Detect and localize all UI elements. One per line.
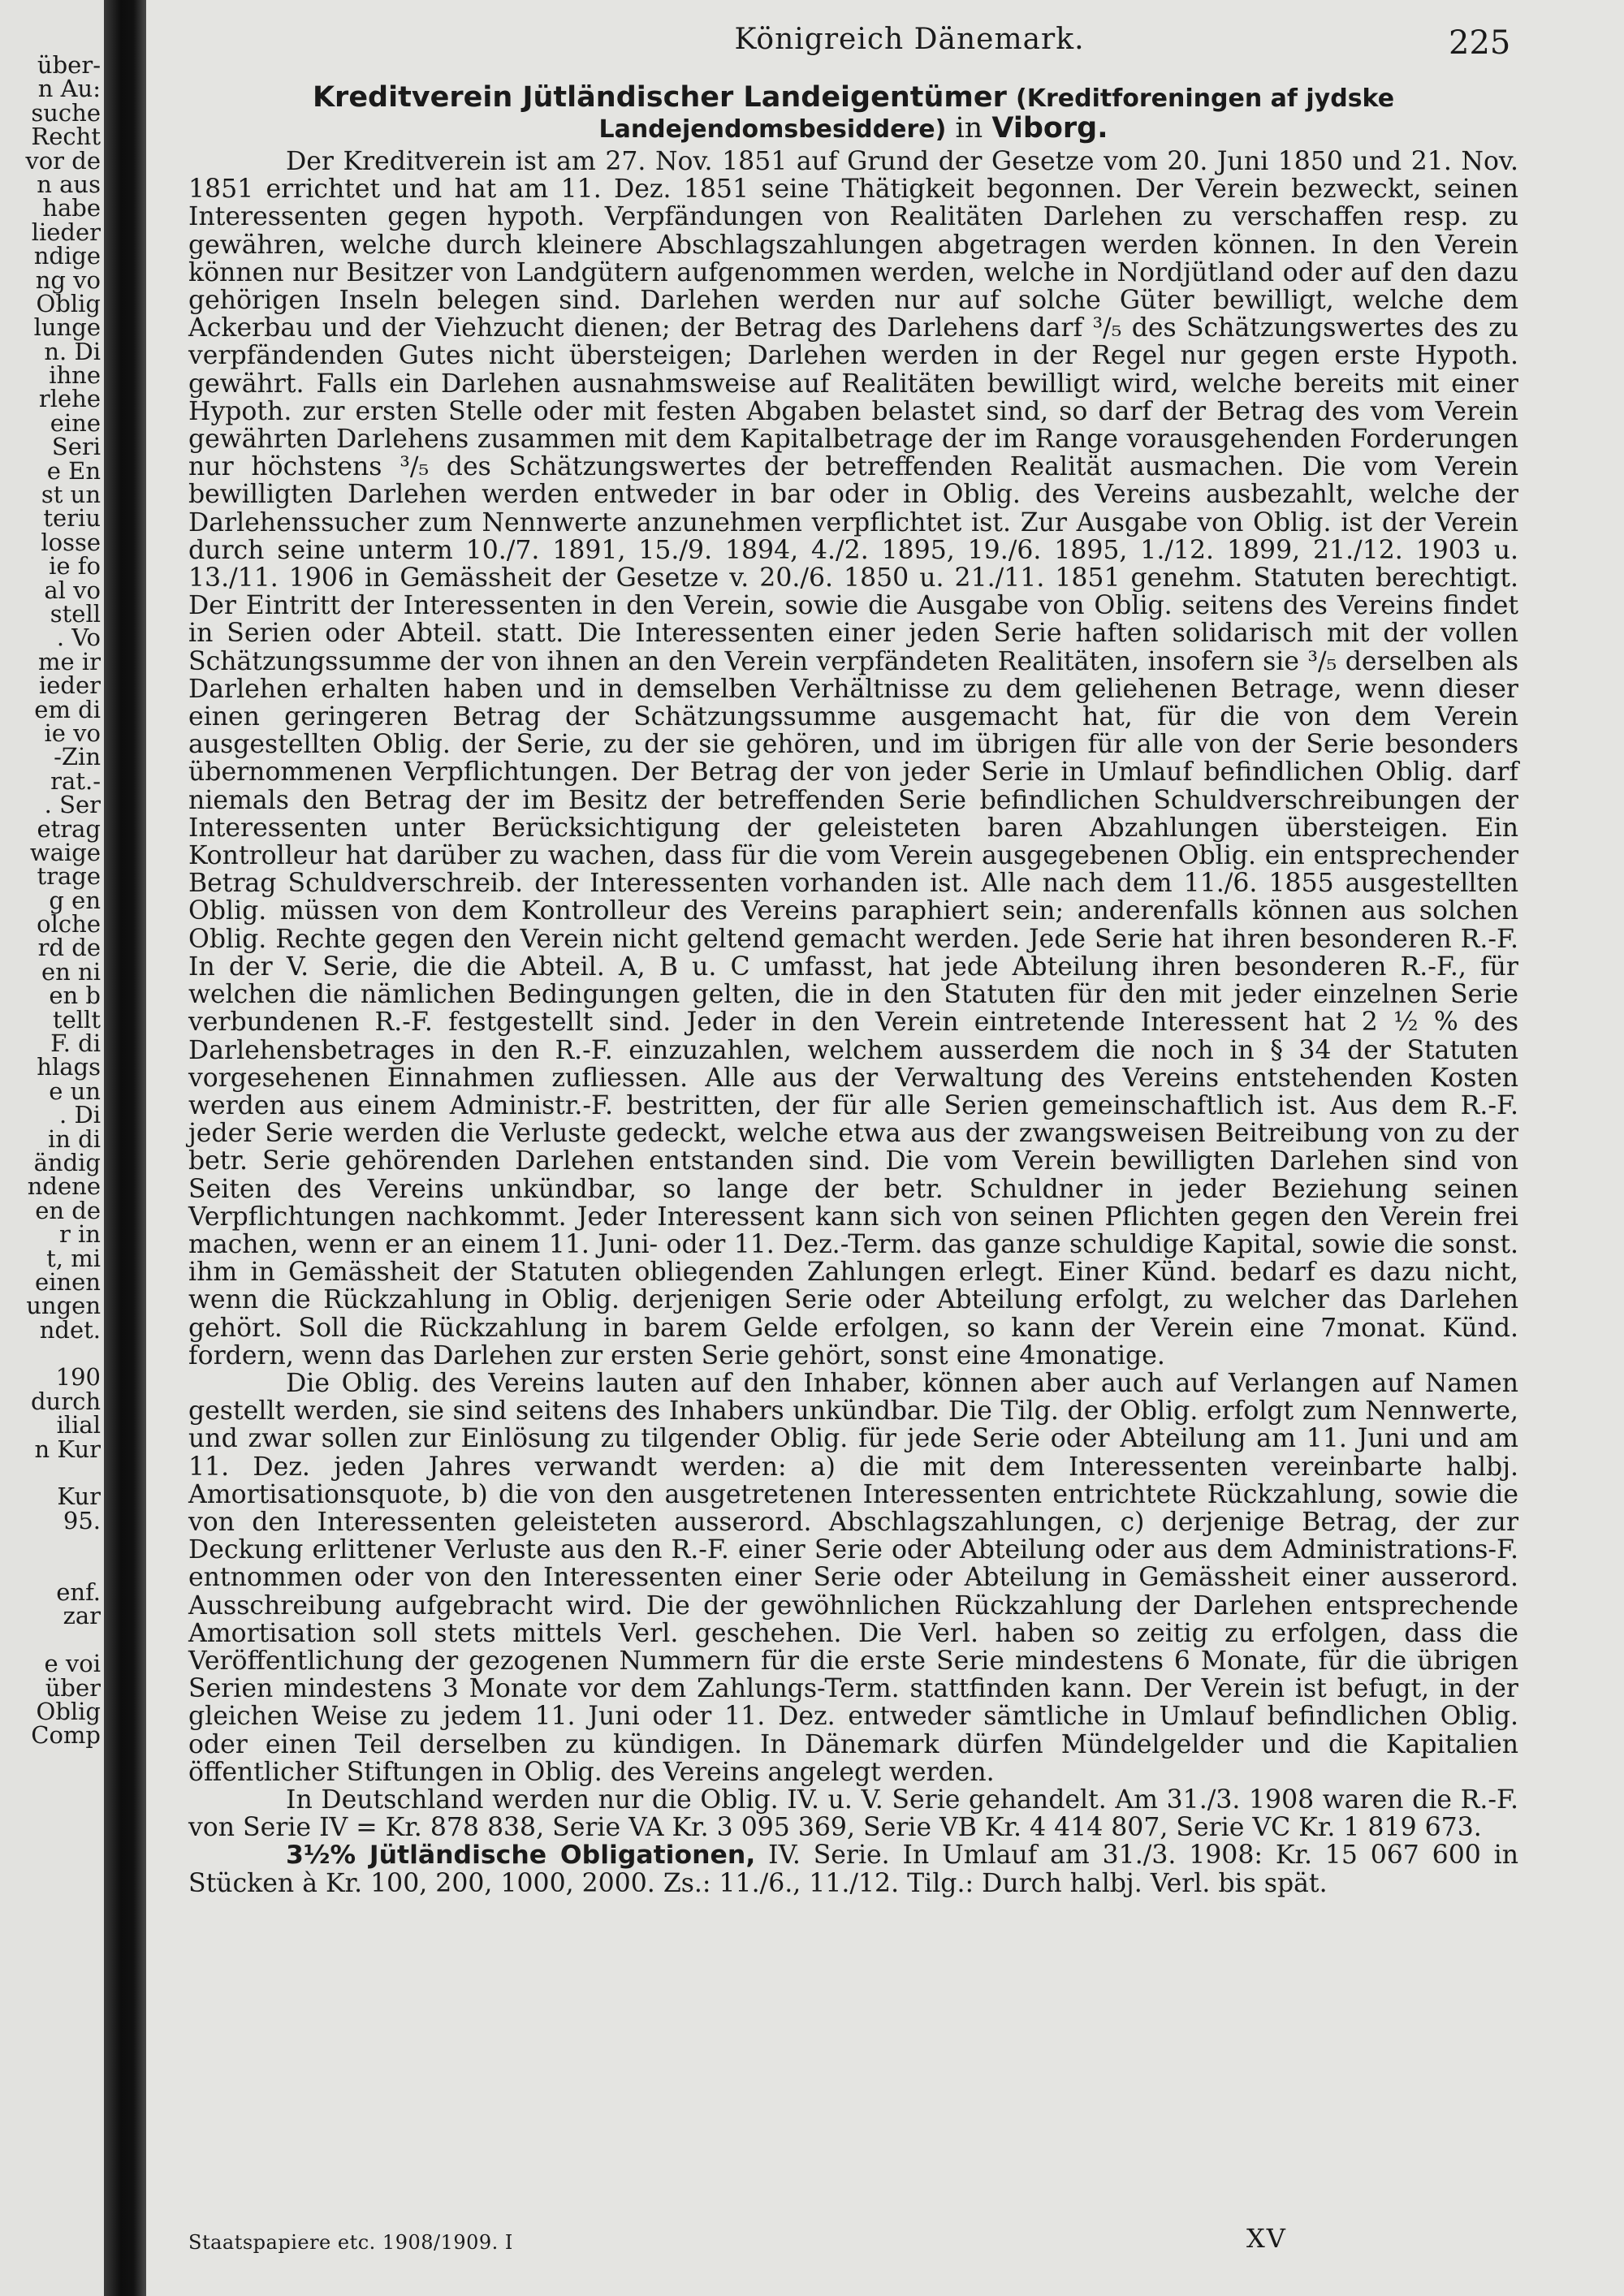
article-title-in: in bbox=[955, 112, 983, 145]
adjacent-page-line: ndene bbox=[27, 1172, 101, 1201]
adjacent-page-line: . Vo bbox=[56, 624, 101, 652]
adjacent-page-line: durch bbox=[30, 1387, 101, 1415]
adjacent-page-line: in di bbox=[47, 1124, 101, 1153]
article bbox=[188, 83, 1518, 1897]
adjacent-page-line: tellt bbox=[52, 1005, 101, 1034]
paragraph-1: Der Kreditverein ist am 27. Nov. 1851 auf Grund der Gesetze vom 20. Juni 1850 und 21. Nov. 1851 errichtet und hat am 11. Dez. 1851 seine Thätigkeit begonnen. Der Verein bezweckt, seinen Interessenten gegen hypoth. Verpfändungen von Realitäten Darlehen zu verschaffen resp. zu gewähren, welche durch kleinere Abschlagszahlungen abgetragen werden können. In den Verein können nur Besitzer von Landgütern aufgenommen werden, welche in Nordjütland oder auf den dazu gehörigen Inseln belegen sind. Darlehen werden nur auf solche Güter bewilligt, welche dem Ackerbau und der Viehzucht dienen; der Betrag des Darlehens darf ³/₅ des Schätzungswertes des zu verpfändenden Gutes nicht übersteigen; Darlehen werden in der Regel nur gegen erste Hypoth. gewährt. Falls ein Darlehen ausnahmsweise auf Realitäten bewilligt wird, welche bereits mit einer Hypoth. zur ersten Stelle oder mit festen Abgaben belastet sind, so darf der Betrag des vom Verein gewährten Darlehens zusammen mit dem Kapitalbetrage der im Range vorausgehenden Forderungen nur höchstens ³/₅ des Schätzungswertes der betreffenden Realität ausmachen. Die vom Verein bewilligten Darlehen werden entweder in bar oder in Oblig. des Vereins ausbezahlt, welche der Darlehenssucher zum Nennwerte anzunehmen verpflichtet ist. Zur Ausgabe von Oblig. ist der Verein durch seine unterm 10./7. 1891, 15./9. 1894, 4./2. 1895, 19./6. 1895, 1./12. 1899, 21./12. 1903 u. 13./11. 1906 in Gemässheit der Gesetze v. 20./6. 1850 u. 21./11. 1851 genehm. Statuten berechtigt. Der Eintritt der Interessenten in den Verein, sowie die Ausgabe von Oblig. seitens des Vereins findet in Serien oder Abteil. statt. Die Interessenten einer jeden Serie haften solidarisch mit der vollen Schätzungssumme der von ihnen an den Verein verpfändeten Realitäten, insofern sie ³/₅ derselben als Darlehen erhalten haben und in demselben Verhältnisse zu dem geliehenen Betrage, wenn dieser einen geringeren Betrag der Schätzungssumme ausgemacht hat, für die von dem Verein ausgestellten Oblig. der Serie, zu der sie gehören, und im übrigen für alle von der Serie besonders übernommenen Verpflichtungen. Der Betrag der von jeder Serie in Umlauf befindlichen Oblig. darf niemals den Betrag der im Besitz der betreffenden Serie befindlichen Schuldverschreibungen der Interessenten unter Berücksichtigung der geleisteten baren Abzahlungen übersteigen. Ein Kontrolleur hat darüber zu wachen, dass für die vom Verein ausgegebenen Oblig. ein entsprechender Betrag Schuldverschreib. der Interessenten vorhanden ist. Alle nach dem 11./6. 1855 ausgestellten Oblig. müssen von dem Kontrolleur des Vereins paraphiert sein; anderenfalls können aus solchen Oblig. Rechte gegen den Verein nicht geltend gemacht werden. Jede Serie hat ihren besonderen R.-F. In der V. Serie, die die Abteil. A, B u. C umfasst, hat jede Abteilung ihren besonderen R.-F., für welchen die nämlichen Bedingungen gelten, die in den Statuten für den mit jeder einzelnen Serie verbundenen R.-F. festgestellt sind. Jeder in den Verein eintretende Interessent hat 2 ½ % des Darlehensbetrages in den R.-F. einzuzahlen, welchem ausserdem die noch in § 34 der Statuten vorgesehenen Einnahmen zufliessen. Alle aus der Verwaltung des Vereins entstehenden Kosten werden aus einem Administr.-F. bestritten, der für alle Serien gemeinschaftlich ist. Aus dem R.-F. jeder Serie werden die Verluste gedeckt, welche etwa aus der zwangsweisen Beitreibung von zu der betr. Serie gehörenden Darlehen entstanden sind. Die vom Verein bewilligten Darlehen sind von Seiten des Vereins unkündbar, so lange der betr. Schuldner in jeder Beziehung seinen Verpflichtungen nachkommt. Jeder Interessent kann sich von seinen Pflichten gegen den Verein frei machen, wenn er an einem 11. Juni- oder 11. Dez.-Term. das ganze schuldige Kapital, sowie die sonst. ihm in Gemässheit der Statuten obliegenden Zahlungen erlegt. Einer Künd. bedarf es dazu nicht, wenn die Rückzahlung in Oblig. derjenigen Serie oder Abteilung erfolgt, zu welcher das Darlehen gehört. Soll die Rückzahlung in barem Gelde erfolgen, so kann der Verein eine 7monat. Künd. fordern, wenn das Darlehen zur ersten Serie gehört, sonst eine 4monatige. bbox=[188, 147, 1518, 1370]
adjacent-page-line: trage bbox=[37, 862, 101, 891]
adjacent-page-line: etrag bbox=[37, 814, 101, 843]
adjacent-page-line: ieder bbox=[38, 671, 101, 700]
adjacent-page-line bbox=[0, 1533, 104, 1556]
adjacent-page-line: em di bbox=[34, 695, 101, 723]
adjacent-page-line bbox=[0, 1342, 104, 1366]
adjacent-page-fragment bbox=[0, 0, 104, 2296]
adjacent-page-line: -Zin bbox=[54, 743, 101, 771]
paragraph-2: Die Oblig. des Vereins lauten auf den Inhaber, können aber auch auf Verlangen auf Namen gestellt werden, sie sind seitens des Inhabers unkündbar. Die Tilg. der Oblig. erfolgt zum Nennwerte, und zwar sollen zur Einlösung zu tilgender Oblig. für jede Serie oder Abteilung am 11. Juni und am 11. Dez. jeden Jahres verwandt werden: a) die mit dem Interessenten vereinbarte halbj. Amortisationsquote, b) die von den ausgetretenen Interessenten entrichtete Rückzahlung, sowie die von den Interessenten geleisteten ausserord. Abschlagszahlungen, c) derjenige Betrag, der zur Deckung erlittener Verluste aus den R.-F. einer Serie oder Abteilung oder aus dem Administrations-F. entnommen oder von den Interessenten einer Serie oder Abteilung in Gemässheit einer ausserord. Ausschreibung aufgebracht wird. Die der gewöhnlichen Rückzahlung der Darlehen entsprechende Amortisation soll stets mittels Verl. geschehen. Die Verl. haben so zeitig zu erfolgen, dass die Veröffentlichung der gezogenen Nummern für die erste Serie mindestens 6 Monate, für die übrigen Serien mindestens 3 Monate vor dem Zahlungs-Term. stattfinden kann. Der Verein ist befugt, in der gleichen Weise zu jedem 11. Juni oder 11. Dez. entweder sämtliche in Umlauf befindlichen Oblig. oder einen Teil derselben zu kündigen. In Dänemark dürfen Mündelgelder und die Kapitalien öffentlicher Stiftungen in Oblig. des Vereins angelegt werden. bbox=[188, 1368, 1518, 1787]
footer-sheet-number: XV bbox=[1246, 2223, 1287, 2254]
adjacent-page-line: Oblig bbox=[36, 289, 101, 317]
adjacent-page-line: 95. bbox=[63, 1506, 101, 1534]
adjacent-page-line: e En bbox=[46, 456, 101, 485]
adjacent-page-line: rd de bbox=[37, 934, 101, 962]
bond-text: IV. Serie. In Umlauf am 31./3. 1908: Kr. 15 067 600 in Stücken à Kr. 100, 200, 1000, 2000. Zs.: 11./6., 11./12. Tilg.: Durch halbj. Verl. bis spät. bbox=[188, 1841, 1519, 1898]
adjacent-page-line: g en bbox=[49, 886, 101, 914]
article-title-city: Viborg. bbox=[991, 112, 1108, 145]
adjacent-page-line: en de bbox=[35, 1196, 101, 1224]
adjacent-page-line: eine bbox=[50, 408, 101, 437]
paragraph-3: In Deutschland werden nur die Oblig. IV. u. V. Serie gehandelt. Am 31./3. 1908 waren die R.-F. von Serie IV = Kr. 878 838, Serie VA Kr. 3 095 369, Serie VB Kr. 4 414 807, Serie VC Kr. 1 819 673. bbox=[188, 1785, 1518, 1843]
adjacent-page-line: losse bbox=[41, 528, 101, 556]
page-number: 225 bbox=[1449, 24, 1511, 62]
article-heading bbox=[188, 83, 1518, 145]
adjacent-page-line: vor de bbox=[25, 146, 101, 175]
adjacent-page-line: Oblig bbox=[36, 1697, 101, 1725]
adjacent-page-line: en b bbox=[49, 982, 101, 1010]
adjacent-page-line: t, mi bbox=[46, 1244, 101, 1272]
footer-signature: Staatspapiere etc. 1908/1909. I bbox=[188, 2231, 513, 2254]
adjacent-page-line: Comp bbox=[31, 1721, 101, 1750]
adjacent-page-line: F. di bbox=[50, 1029, 101, 1058]
adjacent-page-line: . Ser bbox=[44, 791, 101, 819]
adjacent-page-line: rlehe bbox=[38, 385, 101, 413]
adjacent-page-line: hlags bbox=[37, 1053, 101, 1081]
adjacent-page-line: n Au: bbox=[37, 75, 101, 103]
adjacent-page-line: olche bbox=[37, 910, 101, 939]
adjacent-page-line: rat.- bbox=[50, 766, 101, 795]
adjacent-page-line: . Di bbox=[59, 1101, 101, 1129]
page bbox=[146, 0, 1624, 2296]
adjacent-page-line: e voi bbox=[44, 1650, 101, 1678]
bond-entry bbox=[188, 1841, 1518, 1897]
adjacent-page-line: al vo bbox=[44, 576, 101, 604]
adjacent-page-line: lunge bbox=[33, 313, 101, 342]
adjacent-page-line: ndet. bbox=[39, 1315, 101, 1344]
adjacent-page-line: n aus bbox=[37, 170, 101, 198]
adjacent-page-line: habe bbox=[42, 194, 101, 222]
adjacent-page-line: ndige bbox=[33, 242, 101, 270]
adjacent-page-line: ilial bbox=[56, 1411, 101, 1439]
adjacent-page-line bbox=[0, 1461, 104, 1485]
adjacent-page-line: enf. bbox=[56, 1578, 101, 1606]
adjacent-page-line: ungen bbox=[26, 1292, 101, 1320]
adjacent-page-line: 190 bbox=[55, 1363, 101, 1392]
adjacent-page-line: über bbox=[45, 1673, 101, 1702]
running-head: Königreich Dänemark. bbox=[734, 23, 1085, 56]
adjacent-page-line: n. Di bbox=[44, 337, 101, 365]
adjacent-page-line: Kur bbox=[57, 1482, 101, 1511]
adjacent-page-line: ie vo bbox=[44, 719, 101, 747]
adjacent-page-line: lieder bbox=[31, 218, 101, 246]
adjacent-page-line: r in bbox=[58, 1220, 101, 1249]
article-title-danish: (Kreditforeningen af jydske Landejendomsbesiddere) bbox=[598, 84, 1395, 144]
adjacent-page-line: e un bbox=[49, 1077, 101, 1105]
adjacent-page-line: ng vo bbox=[35, 265, 101, 294]
adjacent-page-line: n Kur bbox=[34, 1435, 101, 1463]
adjacent-page-line: einen bbox=[35, 1267, 101, 1296]
book-gutter bbox=[104, 0, 146, 2296]
adjacent-page-line: waige bbox=[29, 838, 101, 866]
adjacent-page-line bbox=[0, 1629, 104, 1652]
adjacent-page-line bbox=[0, 1557, 104, 1581]
adjacent-page-line: stell bbox=[50, 599, 101, 628]
adjacent-page-line: ie fo bbox=[49, 552, 101, 580]
adjacent-page-line: ihne bbox=[49, 361, 101, 390]
adjacent-page-line: zar bbox=[63, 1602, 101, 1630]
adjacent-page-line: ändig bbox=[33, 1148, 101, 1176]
adjacent-page-line: Recht bbox=[31, 123, 101, 151]
adjacent-page-line: st un bbox=[41, 481, 101, 509]
adjacent-page-line: teriu bbox=[43, 504, 101, 533]
adjacent-page-line: me ir bbox=[37, 647, 101, 675]
article-title: Kreditverein Jütländischer Landeigentümer bbox=[312, 81, 1007, 114]
bond-heading: 3½% Jütländische Obligationen, bbox=[286, 1841, 756, 1871]
adjacent-page-line: Seri bbox=[51, 433, 101, 461]
adjacent-page-line: en ni bbox=[41, 957, 101, 986]
adjacent-page-line: über- bbox=[37, 51, 101, 79]
adjacent-page-line: suche bbox=[31, 98, 101, 127]
